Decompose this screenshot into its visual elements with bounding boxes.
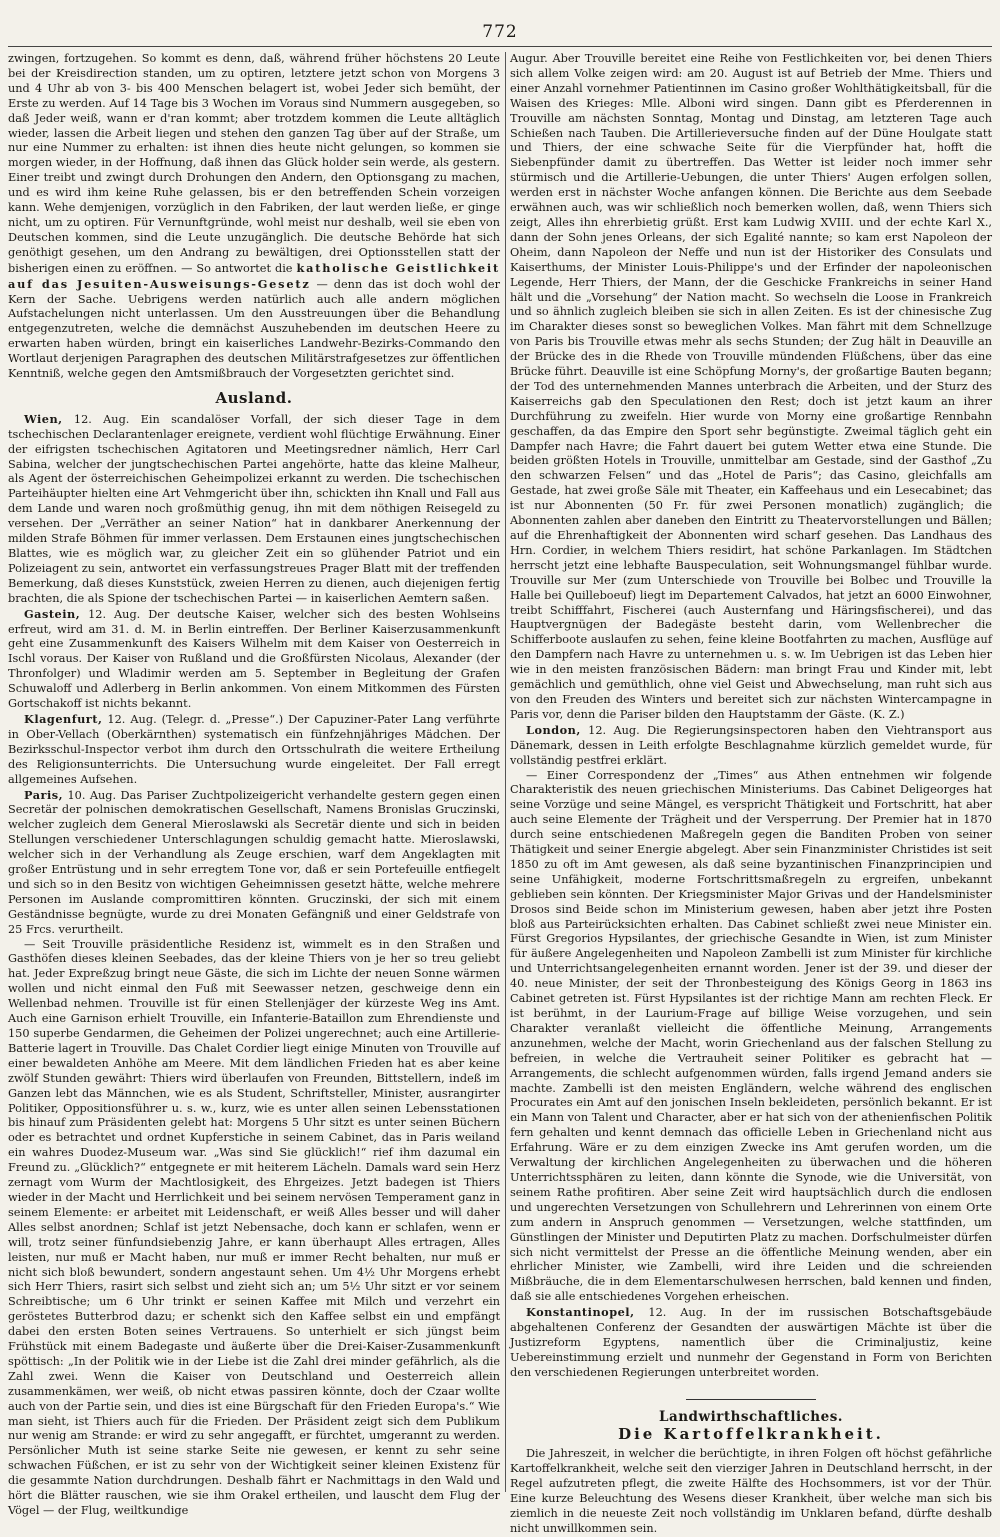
article-text: Die Jahreszeit, in welcher die berüchtigte, in ihren Folgen oft höchst gefährliche Kartoffelkrankheit, welche seit den vierziger Jahren in Deutschland herrscht, in der Regel aufzutreten pflegt, die zweite Hälfte des Hochsommers, ist vor der Thür. Eine kurze Beleuchtung des Wesens dieser Krankheit, über welche man sich bis ziemlich in die neueste Zeit noch vollständig im Unklaren befand, dürfte deshalb nicht unwillkommen sein.: [510, 1447, 992, 1535]
article-konstantinopel: [510, 1305, 992, 1381]
section-heading-landwirthschaft: Landwirthschaftliches.: [658, 1408, 843, 1425]
article-text: — Einer Correspondenz der „Times“ aus Athen entnehmen wir folgende Charakteristik des neuen griechischen Ministeriums. Das Cabinet Deligeorges hat seine Vorzüge und seine Mängel, es verspricht Thätigkeit und Fortschritt, hat aber auch seine Elemente der Trägheit und der Versperrung. Der Premier hat in 1870 durch seine entschiedenen Maßregeln gegen die Banditen Proben von seiner Thätigkeit und seiner Energie abgelegt. Aber sein Finanzminister Christides ist seit 1850 zu oft im Amt gewesen, als daß seine byzantinischen Finanzprincipien und seine Unfähigkeit, moderne Fortschrittsmaßregeln zu ergreifen, unbekannt geblieben sein könnten. Der Kriegsminister Major Grivas und der Handelsminister Drosos sind Beide schon im Ministerium gewesen, haben aber jetzt ihre Posten bloß aus Parteirücksichten erhalten. Das Cabinet schließt zwei neue Minister ein. Fürst Gregorios Hypsilantes, der griechische Gesandte in Wien, ist zum Minister für äußere Angelegenheiten und Napoleon Zambelli ist zum Minister für kirchliche und Unterrichtsangelegenheiten ernannt worden. Jener ist der 39. und dieser der 40. neue Minister, der seit der Thronbesteigung des Königs Georg in 1863 ins Cabinet getreten ist. Fürst Hypsilantes ist der richtige Mann am rechten Fleck. Er ist berühmt, in der Laurium-Frage auf billige Weise vorzugehen, und sein Charakter veranlaßt vielleicht die öffentliche Meinung, Arrangements anzunehmen, welche der Macht, worin Griechenland aus der falschen Stellung zu befreien, in welche die Vertrauheit seiner Politiker es gebracht hat — Arrangements, die schlecht aufgenommen würden, falls irgend Jemand anders sie machte. Zambelli ist den meisten Engländern, welche während des englischen Procurates ein Amt auf den jonischen Inseln bekleideten, persönlich bekannt. Er ist ein Mann von Talent und Character, aber er hat sich von der athenienfischen Politik fern gehalten und kennt demnach das officielle Leben in Griechenland nicht aus Erfahrung. Wäre er zu dem einzigen Zwecke ins Amt gerufen worden, um die Verwaltung der kirchlichen Angelegenheiten zu überwachen und die höheren Unterrichtssphären zu leiten, dann könnte die Synode, wie die Universität, von seinem Rathe profitiren. Aber seine Zeit wird hauptsächlich durch die endlosen und ungerechten Versetzungen von Schullehrern und Lehrerinnen von einem Orte zum andern in Anspruch genommen — Versetzungen, welche stattfinden, um Günstlingen der Minister und Deputirten Platz zu machen. Dorfschulmeister dürfen sich nicht vermittelst der Presse an die öffentliche Meinung wenden, aber ein ehrlicher Minister, wie Zambelli, wird ihre Leiden und die schreienden Mißbräuche, die in dem Elementarschulwesen herrschen, bald kennen und finden, daß sie alle entschiedenes Vorgehen erheischen.: [510, 768, 992, 1304]
article-text: Augur. Aber Trouville bereitet eine Reihe von Festlichkeiten vor, bei denen Thiers sich allem Volke zeigen wird: am 20. August ist auf Betrieb der Mme. Thiers und einer Anzahl vornehmer Patientinnen im Casino großer Wohlthätigkeitsball, für die Waisen des Krieges: Mlle. Alboni wird singen. Dann gibt es Pferderennen in Trouville am nächsten Sonntag, Montag und Dinstag, am letzteren Tage auch Schießen nach Tauben. Die Artillerieversuche finden auf der Düne Houlgate statt und Thiers, der eine schwache Seite für die Vierpfünder hat, hofft die Siebenpfünder damit zu übertreffen. Das Wetter ist leider noch immer sehr stürmisch und die Artillerie-Uebungen, die unter Thiers' Augen erfolgen sollen, werden erst in nächster Woche anfangen können. Die Berichte aus dem Seebade erwähnen auch, was wir schließlich noch bemerken wollen, daß, wenn Thiers sich zeigt, Alles ihn ehrerbietig grüßt. Erst kam Ludwig XVIII. und der echte Karl X., dann der Sohn jenes Orleans, der sich Egalité nannte; so kam erst Napoleon der Oheim, dann Napoleon der Neffe und nun ist der Historiker des Consulats und Kaiserthums, der Minister Louis-Philippe's und der Erfinder der napoleonischen Legende, Herr Thiers, der Mann, der die Geschicke Frankreichs in seiner Hand hält und die „Vorsehung“ der Nation macht. So wechseln die Loose in Frankreich und so ähnlich zugleich bleiben sie sich in allen Zeiten. Es ist der chinesische Zug im Charakter dieses sonst so beweglichen Volkes. Man fährt mit dem Schnellzuge von Paris bis Trouville etwas mehr als sechs Stunden; der Zug hält in Deauville an der Brücke des in die Rhede von Trouville mündenden Flüßchens, über das eine Brücke führt. Deauville ist eine Schöpfung Morny's, der großartige Bauten begann; der Tod des unternehmenden Mannes unterbrach die Arbeiten, und der Sturz des Kaiserreichs gab den Speculationen den Rest; doch ist jetzt kaum an ihrer Durchführung zu zweifeln. Hier wurde von Morny eine großartige Rennbahn geschaffen, da das Empire den Sport sehr begünstigte. Zweimal täglich geht ein Dampfer nach Havre; die Fahrt dauert bei gutem Wetter etwa eine Stunde. Die beiden größten Hotels in Trouville, unmittelbar am Gestade, sind der Gasthof „Zu den schwarzen Felsen“ und das „Hotel de Paris“; das Casino, gleichfalls am Gestade, hat zwei große Säle mit Theater, ein Kaffeehaus und ein Lesecabinet; das ist nur Abonnenten (50 Fr. für zwei Personen monatlich) zugänglich; die Abonnenten zahlen aber daneben den Eintritt zu Theatervorstellungen und Bällen; auf die Ehrenhaftigkeit der Abonnenten wird scharf gesehen. Das Landhaus des Hrn. Cordier, in welchem Thiers residirt, hat schöne Parkanlagen. Im Städtchen herrscht jetzt eine lebhafte Bauspeculation, seit Wohnungsmangel fühlbar wurde. Trouville sur Mer (zum Unterschiede von Trouville bei Bolbec und Trouville la Halle bei Quilleboeuf) liegt im Departement Calvados, hat jetzt an 6000 Einwohner, treibt Schifffahrt, Fischerei (auch Austernfang und Häringsfischerei), und das Hauptvergnügen der Badegäste besteht darin, vom Wellenbrecher die Schifferboote auslaufen zu sehen, feine kleine Bootfahrten zu machen, Ausflüge auf den Dampfern nach Havre zu unternehmen u. s. w. Im Uebrigen ist das Leben hier wie in den meisten französischen Bädern: man bringt Frau und Kinder mit, lebt gemächlich und gemüthlich, ohne viel Geist und Abwechselung, man ruht sich aus von den Freuden des Winters und bereitet sich zur nächsten Wintercampagne in Paris vor, denn die Pariser bilden den Hauptstamm der Gäste. (K. Z.): [510, 52, 992, 721]
article-text: 12. Aug. Die Regierungsinspectoren haben den Viehtransport aus Dänemark, dessen in Leith erfolgte Beschlagnahme kürzlich gemeldet wurde, für vollständig pestfrei erklärt.: [510, 723, 992, 767]
dateline: Konstantinopel,: [526, 1305, 635, 1320]
article-trouville: [8, 938, 500, 1519]
article-paragraph: [8, 52, 500, 382]
dateline: Klagenfurt,: [24, 711, 103, 726]
column-divider: [505, 52, 506, 1492]
article-paragraph: [510, 52, 992, 723]
article-wien: [8, 412, 500, 607]
dateline: Wien,: [24, 411, 63, 426]
left-column: [8, 52, 500, 1519]
paragraph-text: zwingen, fortzugehen. So kommt es denn, daß, während früher höchstens 20 Leute bei der Kreisdirection standen, um zu optiren, letztere jetzt schon von Morgens 3 und 4 Uhr ab von 3- bis 400 Menschen belagert ist, wobei Jeder sich bemüht, der Erste zu werden. Auf 14 Tage bis 3 Wochen im Voraus sind Nummern ausgegeben, so daß Jeder weiß, wann er d'ran kommt; aber trotzdem kommen die Leute alltäglich wieder, lassen die Arbeit liegen und stehen den ganzen Tag über auf der Straße, um nur eine Nummer zu erhalten: ist ihnen dies heute nicht gelungen, so kommen sie morgen wieder, in der Hoffnung, daß ihnen das Glück holder sein werde, als gestern. Einer treibt und zwingt durch Drohungen den Andern, den Optionsgang zu machen, und es wird ihm keine Ruhe gelassen, bis er den betreffenden Schein vorzeigen kann. Wehe demjenigen, vorzüglich in den Fabriken, der laut werden ließe, er ginge nicht, um zu optiren. Für Vernunftgründe, wohl meist nur deshalb, weil sie eben von Deutschen kommen, sind die Leute unzugänglich. Die deutsche Behörde hat sich genöthigt gesehen, um den Andrang zu bewältigen, drei Optionsstellen statt der bisherigen einen zu eröffnen. — So antwortet die: [8, 52, 500, 275]
article-text: 12. Aug. Ein scandalöser Vorfall, der sich dieser Tage in dem tschechischen Declarantenlager ereignete, verdient wohl flüchtige Erwähnung. Einer der eifrigsten tschechischen Agitatoren und Meetingsredner nämlich, Herr Carl Sabina, welcher der jungtschechischen Partei angehörte, hatte das kleine Malheur, als Agent der österreichischen Geheimpolizei erkannt zu werden. Die tschechischen Parteihäupter hielten eine Art Vehmgericht über ihn, schickten ihn Knall und Fall aus dem Lande und waren noch großmüthig genug, ihn mit dem nöthigen Reisegeld zu versehen. Der „Verräther an seiner Nation“ hat in dankbarer Anerkennung der milden Strafe Böhmen für immer verlassen. Dem Erstaunen eines jungtschechischen Blattes, wie es möglich war, zu gleicher Zeit ein so glühender Patriot und ein Polizeiagent zu sein, antwortet ein verfassungstreues Prager Blatt mit der treffenden Bemerkung, daß dieses Kunststück, zweien Herren zu dienen, auch diejenigen fertig brachten, die als Spione der tschechischen Partei — in kaiserlichen Aemtern saßen.: [8, 412, 501, 605]
article-klagenfurt: [8, 712, 500, 788]
article-title-kartoffel: Die Kartoffelkrankheit.: [618, 1424, 884, 1443]
article-text: 12. Aug. Der deutsche Kaiser, welcher sich des besten Wohlseins erfreut, wird am 31. d. M. in Berlin eintreffen. Der Berliner Kaiserzusammenkunft geht eine Zusammenkunft des Kaisers Wilhelm mit dem Kaiser von Oesterreich in Ischl voraus. Der Kaiser von Rußland und die Großfürsten Nicolaus, Alexander (der Thronfolger) und Wladimir werden am 5. September in Begleitung der Grafen Schuwaloff und Adlerberg in Berlin ankommen. Von einem Mitkommen des Fürsten Gortschakoff ist nichts bekannt.: [8, 607, 500, 711]
right-column: [510, 52, 992, 1537]
article-text: 10. Aug. Das Pariser Zuchtpolizeigericht verhandelte gestern gegen einen Secretär der polnischen demokratischen Gesellschaft, Namens Bronislas Gruczinski, welcher zugleich dem General Mieroslawski als Secretär diente und sich in beiden Stellungen verschiedener Unterschlagungen schuldig gemacht hatte. Mieroslawski, welcher sich in der Verhandlung als Zeuge erschien, warf dem Angeklagten mit großer Entrüstung und in sehr erregtem Tone vor, daß er sein Portefeuille entfiegelt und sich so in den Besitz von wichtigen Geheimnissen gesetzt hätte, welche mehrere Personen im Auslande compromittiren könnten. Gruczinski, der sich mit einem Geständnisse begnügte, wurde zu drei Monaten Gefängniß und einer Geldstrafe von 25 Frcs. verurtheilt.: [8, 788, 500, 936]
article-text: 12. Aug. (Telegr. d. „Presse“.) Der Capuziner-Pater Lang verführte in Ober-Vellach (Oberkärnthen) systematisch ein fünfzehnjähriges Mädchen. Der Bezirksschul-Inspector verbot ihm durch den Ortsschulrath die weitere Ertheilung des Religionsunterrichts. Die Untersuchung wurde eingeleitet. Der Fall erregt allgemeines Aufsehen.: [8, 712, 500, 786]
article-athen: [510, 769, 992, 1306]
dateline: Paris,: [24, 787, 64, 802]
dateline: London,: [526, 722, 581, 737]
article-text: 12. Aug. In der im russischen Botschaftsgebäude abgehaltenen Conferenz der Gesandten der auswärtigen Mächte ist über die Justizreform Egyptens, namentlich über die Criminaljustiz, keine Uebereinstimmung erzielt und nunmehr der Gegenstand in Form von Berichten den verschiedenen Regierungen unterbreitet worden.: [510, 1306, 992, 1379]
dateline: Gastein,: [24, 606, 81, 621]
article-kartoffel: [510, 1447, 992, 1536]
article-gastein: [8, 607, 500, 712]
section-heading-ausland: Ausland.: [215, 388, 293, 407]
emphasis-text: katholische Geistlichkeit auf das Jesuiten-Ausweisungs-Gesetz: [8, 260, 500, 291]
paragraph-text: — denn das ist doch wohl der Kern der Sache. Uebrigens werden natürlich auch alle andern möglichen Aufstachelungen nicht unterlassen. Um den Ausstreuungen über die Behandlung entgegenzutreten, welche die demnächst Auszuhebenden im deutschen Heere zu erwarten haben würden, bringt ein kaiserliches Landwehr-Bezirks-Commando den Wortlaut derjenigen Paragraphen des deutschen Militärstrafgesetzes zur öffentlichen Kenntniß, welche gegen den Amtsmißbrauch der Vorgesetzten gerichtet sind.: [8, 277, 500, 381]
article-text: — Seit Trouville präsidentliche Residenz ist, wimmelt es in den Straßen und Gasthöfen dieses kleinen Seebades, das der kleine Thiers von je her so treu geliebt hat. Jeder Expreßzug bringt neue Gäste, die sich im Lichte der neuen Sonne wärmen wollen und nicht einmal den Fuß mit Seewasser netzen, geschweige denn ein Wellenbad nehmen. Trouville ist für einen Stellenjäger der kürzeste Weg ins Amt. Auch eine Garnison erhielt Trouville, ein Infanterie-Bataillon zum Ehrendienste und 150 superbe Gendarmen, die Geheimen der Polizei ungerechnet; auch eine Artillerie-Batterie lagert in Trouville. Das Chalet Cordier liegt einige Minuten von Trouville auf einer bewaldeten Anhöhe am Meere. Mit dem ländlichen Frieden hat es aber keine zwölf Stunden gewährt: Thiers wird überlaufen von Freunden, Bittstellern, indeß im Ganzen lebt das Männchen, wie es als Student, Schriftsteller, Minister, ausrangirter Politiker, Oppositionsführer u. s. w., kurz, wie es unter allen seinen Lebensstationen bis hinauf zum Präsidenten gelebt hat: Morgens 5 Uhr sitzt es unter seinen Büchern oder es betrachtet und ordnet Kupferstiche in seinem Cabinet, das in Paris weiland ein wahres Duodez-Museum war. „Was sind Sie glücklich!“ rief ihm dazumal ein Freund zu. „Glücklich?“ entgegnete er mit heiterem Lächeln. Damals ward sein Herz zernagt vom Wurm der Machtlosigkeit, des Ehrgeizes. Jetzt badegen ist Thiers wieder in der Macht und Herrlichkeit und bei seinem nervösen Temperament ganz in seinem Elemente: er arbeitet mit Leidenschaft, er weiß Alles besser und will daher Alles selbst anordnen; Schlaf ist jetzt Nebensache, doch kann er schlafen, wenn er will, trotz seiner fünfundsiebenzig Jahre, er kann überhaupt Alles ertragen, Alles leisten, nur muß er Macht haben, nur muß er immer Recht behalten, nur muß er nicht sich bloß bewundert, sondern angestaunt sehen. Um 4½ Uhr Morgens erhebt sich Herr Thiers, rasirt sich selbst und zieht sich an; um 5½ Uhr sitzt er vor seinem Schreibtische; um 6 Uhr trinkt er seinen Kaffee mit Milch und verzehrt ein geröstetes Butterbrod dazu; er schenkt sich den Kaffee selbst ein und empfängt dabei den ersten Boten seines Vertrauens. So unterhielt er sich jüngst beim Frühstück mit einem Badegaste und äußerte über die Drei-Kaiser-Zusammenkunft spöttisch: „In der Politik wie in der Liebe ist die Zahl drei minder gefährlich, als die Zahl zwei. Wenn die Kaiser von Deutschland und Oesterreich allein zusammenkämen, wer weiß, ob nicht etwas passiren könnte, doch der Czaar wollte auch von der Partie sein, und dies ist eine Bürgschaft für den Frieden Europa's.“ Wie man sieht, ist Thiers auch für die Frieden. Der Präsident zeigt sich dem Publikum nur wenig am Strande: er wird zu sehr angegafft, er fürchtet, umgerannt zu werden. Persönlicher Muth ist seine starke Seite nie gewesen, er kennt zu sehr seine schwachen Füßchen, er ist zu sehr von der Wichtigkeit seiner kleinen Existenz für die gesammte Nation durchdrungen. Deshalb fährt er Nachmittags in den Wald und hört die Blätter rauschen, wie sie ihm Orakel ertheilen, und lauscht dem Flug der Vögel — der Flug, weiltkundige: [8, 937, 500, 1517]
page-number: 772: [482, 22, 518, 42]
header-rule: [8, 46, 992, 47]
article-london: [510, 723, 992, 769]
article-paris: [8, 788, 500, 938]
section-separator: [686, 1399, 816, 1400]
